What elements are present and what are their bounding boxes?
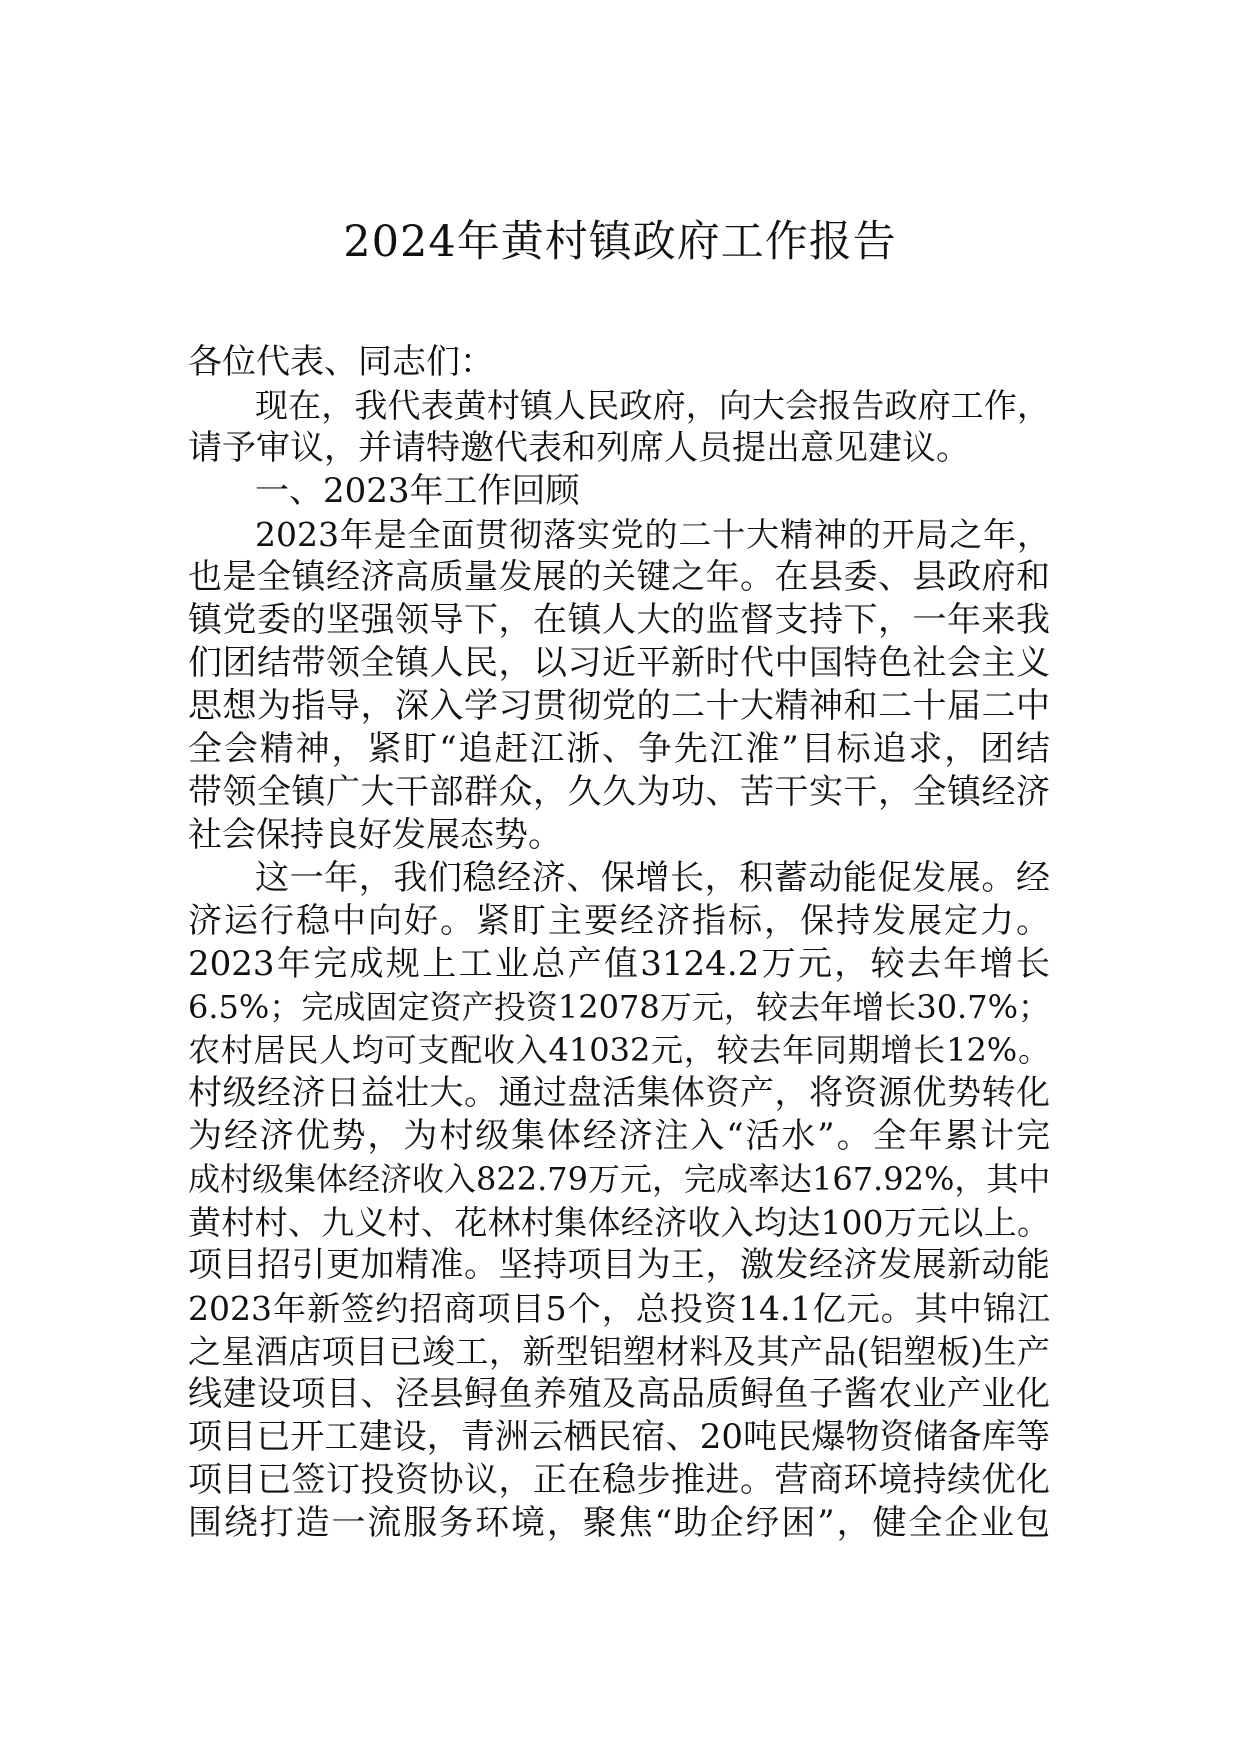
document-page: 2024年黄村镇政府工作报告 各位代表、同志们： 现在，我代表黄村镇人民政府，向大会报告政府工作， 请予审议，并请特邀代表和列席人员提出意见建议。 一、2023年工作回顾 2023年是全面贯彻落实党的二十大精神的开局之年， 也是全镇经济高质量发展的关键之年。在县委、县政府和 镇党委的坚强领导下，在镇人大的监督支持下，一年来我 们团结带领全镇人民，以习近平新时代中国特色社会主义 思想为指导，深入学习贯彻党的二十大精神和二十届二中 全会精神，紧盯“追赶江浙、争先江淮”目标追求，团结 带领全镇广大干部群众，久久为功、苦干实干，全镇经济 社会保持良好发展态势。 这一年，我们稳经济、保增长，积蓄动能促发展。经 济运行稳中向好。紧盯主要经济指标，保持发展定力。 2023年完成规上工业总产值3124.2万元，较去年增长 6.5%；完成固定资产投资12078万元，较去年增长30.7%； 农村居民人均可支配收入41032元，较去年同期增长12%。 村级经济日益壮大。通过盘活集体资产，将资源优势转化 为经济优势，为村级集体经济注入“活水”。全年累计完 成村级集体经济收入822.79万元，完成率达167.92%，其中 黄村村、九义村、花林村集体经济收入均达100万元以上。 项目招引更加精准。坚持项目为王，激发经济发展新动能 2023年新签约招商项目5个，总投资14.1亿元。其中锦江 之星酒店项目已竣工，新型铝塑材料及其产品(铝塑板)生产 线建设项目、泾县鲟鱼养殖及高品质鲟鱼子酱农业产业化 项目已开工建设，青洲云栖民宿、20吨民爆物资储备库等 项目已签订投资协议，正在稳步推进。营商环境持续优化 围绕打造一流服务环境，聚焦“助企纾困”，健全企业包 (0, 0, 1240, 1754)
document-title: 2024年黄村镇政府工作报告 (343, 217, 897, 267)
